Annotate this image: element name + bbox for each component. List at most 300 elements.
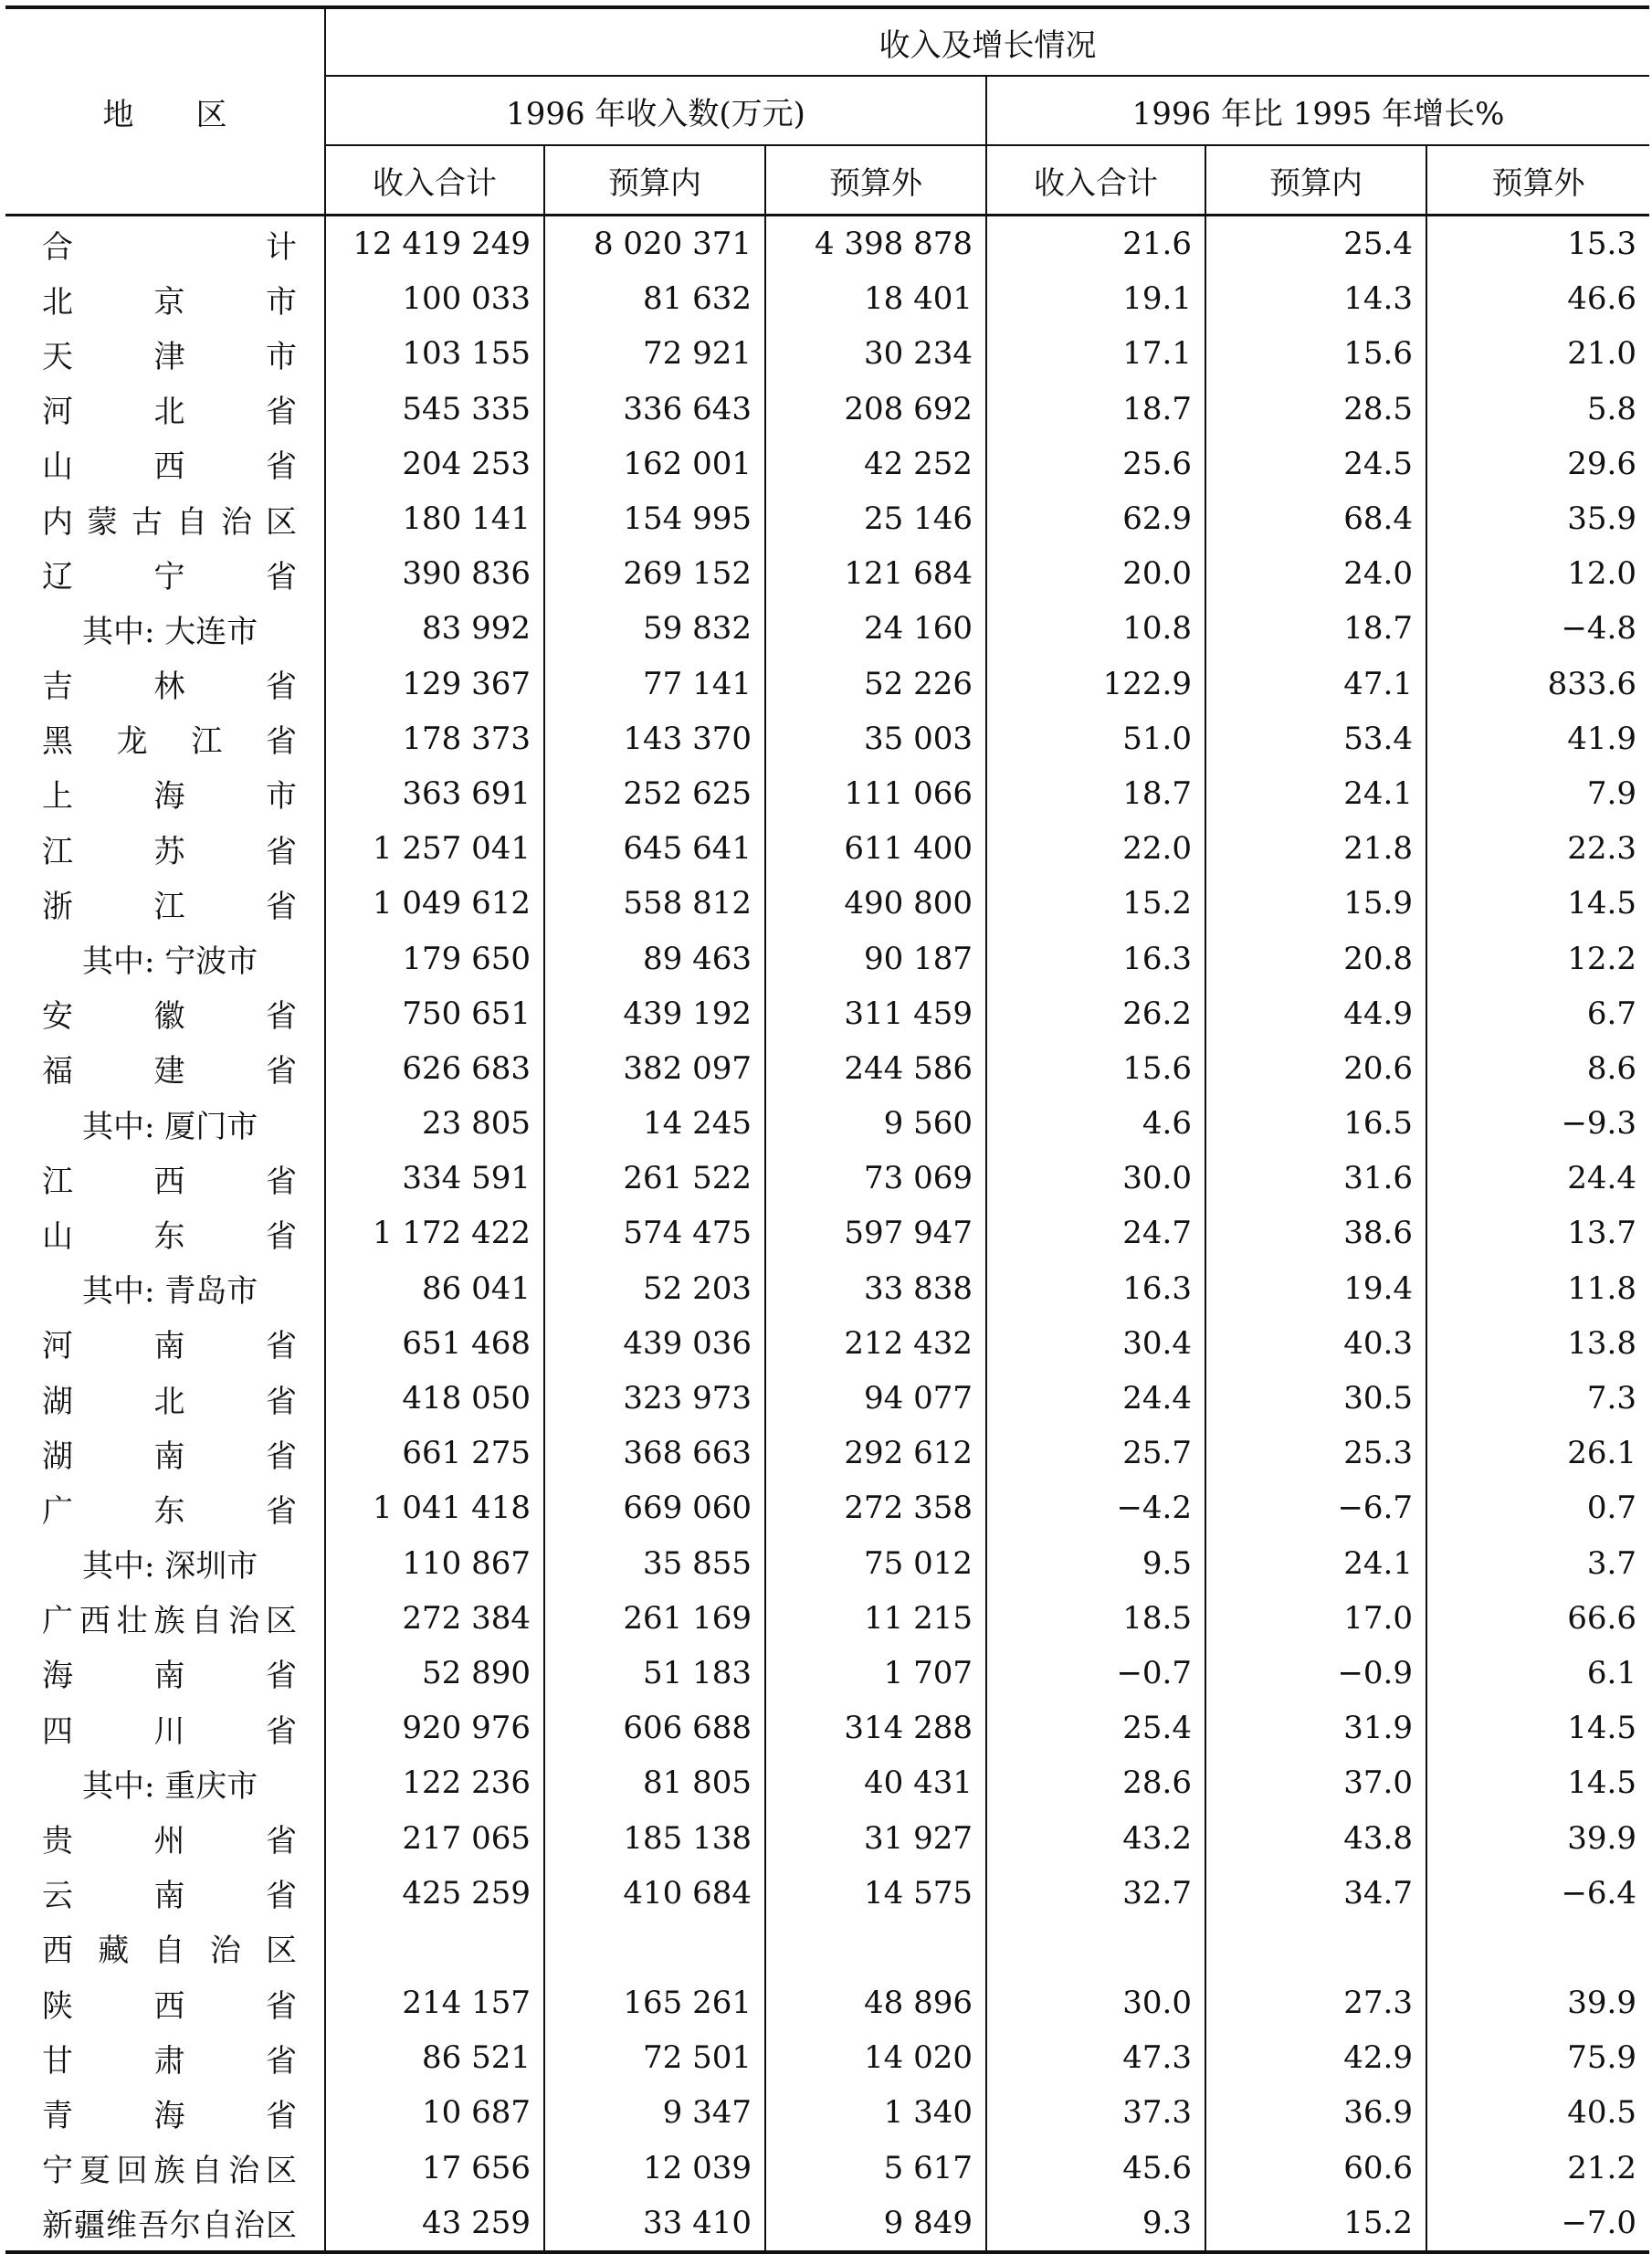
in-budget-cell: 81 632: [544, 271, 765, 326]
off-budget-cell: 111 066: [765, 766, 986, 821]
total-revenue-cell: 52 890: [325, 1646, 544, 1701]
in-budget-cell: 81 805: [544, 1755, 765, 1810]
growth-off-budget-cell: 5.8: [1426, 382, 1649, 437]
growth-total-cell: −0.7: [986, 1646, 1205, 1701]
growth-off-budget-cell: 0.7: [1426, 1480, 1649, 1535]
table-row: [5, 437, 1649, 491]
in-budget-cell: 252 625: [544, 766, 765, 821]
total-revenue-cell: 661 275: [325, 1426, 544, 1480]
table-row: [5, 821, 1649, 876]
off-budget-cell: [765, 1921, 986, 1975]
growth-in-budget-cell: 42.9: [1205, 2030, 1426, 2085]
table-row: [5, 1316, 1649, 1371]
growth-off-budget-cell: 14.5: [1426, 1701, 1649, 1755]
region-name: 海南省: [42, 1658, 297, 1695]
growth-in-budget-cell: 28.5: [1205, 382, 1426, 437]
off-budget-cell: 90 187: [765, 931, 986, 985]
region-name: 山西省: [42, 448, 297, 486]
region-name: 河南省: [42, 1328, 297, 1365]
region-name: 安徽省: [42, 998, 297, 1036]
growth-off-budget-cell: 14.5: [1426, 1755, 1649, 1810]
in-budget-cell: 59 832: [544, 601, 765, 656]
table-row: [5, 1591, 1649, 1646]
growth-off-budget-cell: −9.3: [1426, 1096, 1649, 1151]
region-name: 四川省: [42, 1712, 297, 1750]
region-name: 浙江省: [42, 888, 297, 925]
total-revenue-cell: 122 236: [325, 1755, 544, 1810]
growth-off-budget-cell: 35.9: [1426, 491, 1649, 546]
growth-in-budget-cell: 18.7: [1205, 601, 1426, 656]
total-revenue-cell: 334 591: [325, 1151, 544, 1206]
table-row: [5, 2196, 1649, 2252]
table-row: [5, 1151, 1649, 1206]
off-budget-cell: 244 586: [765, 1041, 986, 1096]
growth-total-cell: 62.9: [986, 491, 1205, 546]
growth-total-cell: 30.0: [986, 1975, 1205, 2030]
in-budget-cell: 185 138: [544, 1810, 765, 1865]
off-budget-cell: 121 684: [765, 546, 986, 601]
region-name: 江苏省: [42, 833, 297, 870]
region-name: 宁夏回族自治区: [42, 2153, 297, 2190]
off-budget-cell: 9 849: [765, 2196, 986, 2252]
off-budget-cell: 48 896: [765, 1975, 986, 2030]
growth-in-budget-cell: 27.3: [1205, 1975, 1426, 2030]
off-budget-cell: 40 431: [765, 1755, 986, 1810]
growth-total-cell: 9.3: [986, 2196, 1205, 2252]
table-row: [5, 711, 1649, 766]
in-budget-cell: 8 020 371: [544, 216, 765, 272]
growth-total-cell: 37.3: [986, 2085, 1205, 2140]
growth-in-budget-cell: 15.9: [1205, 876, 1426, 931]
total-revenue-cell: 204 253: [325, 437, 544, 491]
region-column-header: 地 区: [5, 7, 325, 216]
in-budget-cell: 261 522: [544, 1151, 765, 1206]
region-name: 天津市: [42, 338, 297, 375]
in-budget-cell: 261 169: [544, 1591, 765, 1646]
growth-in-budget-cell: 20.8: [1205, 931, 1426, 985]
in-budget-cell: 382 097: [544, 1041, 765, 1096]
growth-in-budget-cell: 30.5: [1205, 1371, 1426, 1426]
total-revenue-cell: 12 419 249: [325, 216, 544, 272]
growth-total-cell: 16.3: [986, 1261, 1205, 1316]
table-row: [5, 986, 1649, 1041]
region-name: 黑龙江省: [42, 723, 297, 761]
total-revenue-cell: 1 257 041: [325, 821, 544, 876]
growth-off-budget-cell: 26.1: [1426, 1426, 1649, 1480]
growth-total-cell: 47.3: [986, 2030, 1205, 2085]
region-name: 西藏自治区: [42, 1933, 297, 1970]
off-budget-cell: 4 398 878: [765, 216, 986, 272]
growth-total-cell: 30.0: [986, 1151, 1205, 1206]
growth-off-budget-cell: 6.1: [1426, 1646, 1649, 1701]
growth-total-cell: 18.7: [986, 382, 1205, 437]
growth-total-cell: 51.0: [986, 711, 1205, 766]
region-name: 云南省: [42, 1878, 297, 1915]
growth-total-cell: 28.6: [986, 1755, 1205, 1810]
table-row: [5, 601, 1649, 656]
growth-in-budget-cell: 44.9: [1205, 986, 1426, 1041]
in-budget-cell: 72 921: [544, 326, 765, 381]
total-revenue-cell: 390 836: [325, 546, 544, 601]
total-revenue-cell: 129 367: [325, 657, 544, 711]
growth-off-budget-cell: 24.4: [1426, 1151, 1649, 1206]
growth-total-cell: 25.6: [986, 437, 1205, 491]
table-row: [5, 657, 1649, 711]
growth-off-budget-cell: 21.0: [1426, 326, 1649, 381]
col-header-growth-off-budget: 预算外: [1426, 145, 1649, 216]
total-revenue-cell: 178 373: [325, 711, 544, 766]
off-budget-cell: 18 401: [765, 271, 986, 326]
main-header: 收入及增长情况: [325, 7, 1649, 76]
growth-off-budget-cell: 21.2: [1426, 2141, 1649, 2196]
total-revenue-cell: 750 651: [325, 986, 544, 1041]
growth-in-budget-cell: 24.1: [1205, 1536, 1426, 1591]
growth-off-budget-cell: −4.8: [1426, 601, 1649, 656]
off-budget-cell: 5 617: [765, 2141, 986, 2196]
total-revenue-cell: 1 041 418: [325, 1480, 544, 1535]
region-name: 其中: 重庆市: [82, 1767, 258, 1805]
growth-total-cell: 43.2: [986, 1810, 1205, 1865]
growth-in-budget-cell: 43.8: [1205, 1810, 1426, 1865]
table-row: [5, 1975, 1649, 2030]
region-name: 广西壮族自治区: [42, 1603, 297, 1640]
region-name: 新疆维吾尔自治区: [42, 2207, 297, 2245]
table-header: [5, 7, 1649, 216]
in-budget-cell: 439 036: [544, 1316, 765, 1371]
growth-off-budget-cell: 11.8: [1426, 1261, 1649, 1316]
off-budget-cell: 35 003: [765, 711, 986, 766]
growth-in-budget-cell: 31.9: [1205, 1701, 1426, 1755]
growth-total-cell: 24.4: [986, 1371, 1205, 1426]
growth-total-cell: 30.4: [986, 1316, 1205, 1371]
growth-in-budget-cell: 47.1: [1205, 657, 1426, 711]
col-header-total: 收入合计: [325, 145, 544, 216]
growth-total-cell: −4.2: [986, 1480, 1205, 1535]
growth-total-cell: 26.2: [986, 986, 1205, 1041]
off-budget-cell: 52 226: [765, 657, 986, 711]
region-name: 山东省: [42, 1217, 297, 1255]
total-revenue-cell: 17 656: [325, 2141, 544, 2196]
region-name: 陕西省: [42, 1987, 297, 2025]
in-budget-cell: 33 410: [544, 2196, 765, 2252]
growth-off-budget-cell: 29.6: [1426, 437, 1649, 491]
table-row: [5, 1646, 1649, 1701]
off-budget-cell: 73 069: [765, 1151, 986, 1206]
table-body: [5, 216, 1649, 2252]
growth-off-budget-cell: 7.3: [1426, 1371, 1649, 1426]
growth-in-budget-cell: 15.2: [1205, 2196, 1426, 2252]
growth-off-budget-cell: 7.9: [1426, 766, 1649, 821]
total-revenue-cell: 272 384: [325, 1591, 544, 1646]
off-budget-cell: 30 234: [765, 326, 986, 381]
table-row: [5, 1536, 1649, 1591]
off-budget-cell: 9 560: [765, 1096, 986, 1151]
growth-in-budget-cell: 14.3: [1205, 271, 1426, 326]
growth-total-cell: 122.9: [986, 657, 1205, 711]
total-revenue-cell: 1 172 422: [325, 1206, 544, 1260]
in-budget-cell: 558 812: [544, 876, 765, 931]
table-row: [5, 1921, 1649, 1975]
off-budget-cell: 25 146: [765, 491, 986, 546]
off-budget-cell: 311 459: [765, 986, 986, 1041]
growth-off-budget-cell: 40.5: [1426, 2085, 1649, 2140]
total-revenue-cell: 920 976: [325, 1701, 544, 1755]
in-budget-cell: [544, 1921, 765, 1975]
total-revenue-cell: 1 049 612: [325, 876, 544, 931]
total-revenue-cell: [325, 1921, 544, 1975]
in-budget-cell: 51 183: [544, 1646, 765, 1701]
in-budget-cell: 14 245: [544, 1096, 765, 1151]
table-row: [5, 491, 1649, 546]
growth-off-budget-cell: 75.9: [1426, 2030, 1649, 2085]
off-budget-cell: 292 612: [765, 1426, 986, 1480]
growth-in-budget-cell: 15.6: [1205, 326, 1426, 381]
region-name: 吉林省: [42, 669, 297, 706]
growth-off-budget-cell: 12.0: [1426, 546, 1649, 601]
table-row: [5, 1701, 1649, 1755]
growth-in-budget-cell: [1205, 1921, 1426, 1975]
region-name: 上海市: [42, 778, 297, 816]
region-name: 福建省: [42, 1053, 297, 1090]
in-budget-cell: 162 001: [544, 437, 765, 491]
total-revenue-cell: 418 050: [325, 1371, 544, 1426]
growth-total-cell: 15.2: [986, 876, 1205, 931]
region-name: 广东省: [42, 1492, 297, 1530]
growth-total-cell: 22.0: [986, 821, 1205, 876]
growth-total-cell: [986, 1921, 1205, 1975]
off-budget-cell: 31 927: [765, 1810, 986, 1865]
growth-in-budget-cell: −0.9: [1205, 1646, 1426, 1701]
total-revenue-cell: 23 805: [325, 1096, 544, 1151]
growth-off-budget-cell: 14.5: [1426, 876, 1649, 931]
in-budget-cell: 269 152: [544, 546, 765, 601]
growth-total-cell: 25.7: [986, 1426, 1205, 1480]
region-name: 江西省: [42, 1163, 297, 1200]
off-budget-cell: 42 252: [765, 437, 986, 491]
total-revenue-cell: 363 691: [325, 766, 544, 821]
in-budget-cell: 77 141: [544, 657, 765, 711]
growth-off-budget-cell: 15.3: [1426, 216, 1649, 272]
region-name: 河北省: [42, 394, 297, 431]
total-revenue-cell: 217 065: [325, 1810, 544, 1865]
in-budget-cell: 52 203: [544, 1261, 765, 1316]
growth-in-budget-cell: 16.5: [1205, 1096, 1426, 1151]
region-name: 甘肃省: [42, 2042, 297, 2080]
growth-in-budget-cell: 38.6: [1205, 1206, 1426, 1260]
growth-off-budget-cell: 8.6: [1426, 1041, 1649, 1096]
revenue-table: [5, 5, 1649, 2254]
region-name: 北京市: [42, 283, 297, 321]
table-row: [5, 1096, 1649, 1151]
table-row: [5, 2085, 1649, 2140]
growth-in-budget-cell: 40.3: [1205, 1316, 1426, 1371]
region-name: 湖北省: [42, 1383, 297, 1420]
growth-off-budget-cell: −6.4: [1426, 1866, 1649, 1921]
growth-off-budget-cell: 39.9: [1426, 1810, 1649, 1865]
off-budget-cell: 490 800: [765, 876, 986, 931]
growth-off-budget-cell: 13.8: [1426, 1316, 1649, 1371]
growth-in-budget-cell: 19.4: [1205, 1261, 1426, 1316]
table-row: [5, 1480, 1649, 1535]
total-revenue-cell: 100 033: [325, 271, 544, 326]
growth-in-budget-cell: 68.4: [1205, 491, 1426, 546]
region-name: 其中: 大连市: [82, 613, 258, 650]
total-revenue-cell: 180 141: [325, 491, 544, 546]
growth-in-budget-cell: 24.0: [1205, 546, 1426, 601]
off-budget-cell: 24 160: [765, 601, 986, 656]
total-revenue-cell: 110 867: [325, 1536, 544, 1591]
growth-off-budget-cell: 6.7: [1426, 986, 1649, 1041]
growth-off-budget-cell: 66.6: [1426, 1591, 1649, 1646]
growth-total-cell: 4.6: [986, 1096, 1205, 1151]
col-header-growth-in-budget: 预算内: [1205, 145, 1426, 216]
growth-in-budget-cell: 37.0: [1205, 1755, 1426, 1810]
total-revenue-cell: 86 041: [325, 1261, 544, 1316]
growth-off-budget-cell: 3.7: [1426, 1536, 1649, 1591]
growth-total-cell: 25.4: [986, 1701, 1205, 1755]
growth-total-cell: 45.6: [986, 2141, 1205, 2196]
growth-off-budget-cell: 41.9: [1426, 711, 1649, 766]
table-row: [5, 1041, 1649, 1096]
table-row: [5, 271, 1649, 326]
in-budget-cell: 9 347: [544, 2085, 765, 2140]
in-budget-cell: 323 973: [544, 1371, 765, 1426]
region-name: 内蒙古自治区: [42, 503, 297, 541]
in-budget-cell: 35 855: [544, 1536, 765, 1591]
growth-in-budget-cell: 53.4: [1205, 711, 1426, 766]
total-revenue-cell: 83 992: [325, 601, 544, 656]
table-row: [5, 1206, 1649, 1260]
growth-off-budget-cell: 13.7: [1426, 1206, 1649, 1260]
growth-in-budget-cell: 34.7: [1205, 1866, 1426, 1921]
in-budget-cell: 574 475: [544, 1206, 765, 1260]
off-budget-cell: 597 947: [765, 1206, 986, 1260]
growth-total-cell: 32.7: [986, 1866, 1205, 1921]
region-name: 贵州省: [42, 1823, 297, 1860]
col-header-in-budget: 预算内: [544, 145, 765, 216]
region-name: 其中: 厦门市: [82, 1108, 258, 1145]
in-budget-cell: 645 641: [544, 821, 765, 876]
table-row: [5, 1755, 1649, 1810]
off-budget-cell: 14 020: [765, 2030, 986, 2085]
total-revenue-cell: 626 683: [325, 1041, 544, 1096]
table-row: [5, 766, 1649, 821]
region-name: 青海省: [42, 2097, 297, 2134]
table-row: [5, 1426, 1649, 1480]
growth-in-budget-cell: 60.6: [1205, 2141, 1426, 2196]
growth-total-cell: 15.6: [986, 1041, 1205, 1096]
in-budget-cell: 154 995: [544, 491, 765, 546]
in-budget-cell: 165 261: [544, 1975, 765, 2030]
table-row: [5, 1261, 1649, 1316]
off-budget-cell: 1 707: [765, 1646, 986, 1701]
growth-off-budget-cell: [1426, 1921, 1649, 1975]
region-name: 其中: 深圳市: [82, 1548, 258, 1585]
growth-total-cell: 9.5: [986, 1536, 1205, 1591]
table-row: [5, 2141, 1649, 2196]
in-budget-cell: 439 192: [544, 986, 765, 1041]
growth-in-budget-cell: 17.0: [1205, 1591, 1426, 1646]
col-header-off-budget: 预算外: [765, 145, 986, 216]
total-revenue-cell: 651 468: [325, 1316, 544, 1371]
growth-in-budget-cell: −6.7: [1205, 1480, 1426, 1535]
growth-in-budget-cell: 20.6: [1205, 1041, 1426, 1096]
region-name: 合 计: [42, 228, 297, 266]
off-budget-cell: 272 358: [765, 1480, 986, 1535]
growth-total-cell: 17.1: [986, 326, 1205, 381]
in-budget-cell: 606 688: [544, 1701, 765, 1755]
in-budget-cell: 12 039: [544, 2141, 765, 2196]
growth-total-cell: 19.1: [986, 271, 1205, 326]
growth-total-cell: 16.3: [986, 931, 1205, 985]
amount-group-header: 1996 年收入数(万元): [325, 76, 986, 145]
table-row: [5, 382, 1649, 437]
total-revenue-cell: 425 259: [325, 1866, 544, 1921]
off-budget-cell: 1 340: [765, 2085, 986, 2140]
region-name: 辽宁省: [42, 558, 297, 595]
total-revenue-cell: 10 687: [325, 2085, 544, 2140]
growth-in-budget-cell: 25.4: [1205, 216, 1426, 272]
growth-in-budget-cell: 25.3: [1205, 1426, 1426, 1480]
total-revenue-cell: 179 650: [325, 931, 544, 985]
table-row: [5, 931, 1649, 985]
region-name: 其中: 青岛市: [82, 1273, 258, 1311]
total-revenue-cell: 86 521: [325, 2030, 544, 2085]
growth-off-budget-cell: 833.6: [1426, 657, 1649, 711]
off-budget-cell: 314 288: [765, 1701, 986, 1755]
growth-in-budget-cell: 24.5: [1205, 437, 1426, 491]
region-name: 湖南省: [42, 1438, 297, 1475]
growth-total-cell: 18.5: [986, 1591, 1205, 1646]
in-budget-cell: 143 370: [544, 711, 765, 766]
total-revenue-cell: 214 157: [325, 1975, 544, 2030]
off-budget-cell: 212 432: [765, 1316, 986, 1371]
in-budget-cell: 336 643: [544, 382, 765, 437]
off-budget-cell: 611 400: [765, 821, 986, 876]
off-budget-cell: 11 215: [765, 1591, 986, 1646]
growth-in-budget-cell: 21.8: [1205, 821, 1426, 876]
growth-off-budget-cell: 46.6: [1426, 271, 1649, 326]
growth-in-budget-cell: 36.9: [1205, 2085, 1426, 2140]
table-row: [5, 1371, 1649, 1426]
table-row: [5, 1866, 1649, 1921]
table-row: [5, 1810, 1649, 1865]
growth-total-cell: 10.8: [986, 601, 1205, 656]
in-budget-cell: 89 463: [544, 931, 765, 985]
total-revenue-cell: 43 259: [325, 2196, 544, 2252]
growth-total-cell: 21.6: [986, 216, 1205, 272]
growth-off-budget-cell: 39.9: [1426, 1975, 1649, 2030]
growth-off-budget-cell: −7.0: [1426, 2196, 1649, 2252]
growth-off-budget-cell: 12.2: [1426, 931, 1649, 985]
off-budget-cell: 14 575: [765, 1866, 986, 1921]
col-header-growth-total: 收入合计: [986, 145, 1205, 216]
off-budget-cell: 75 012: [765, 1536, 986, 1591]
growth-off-budget-cell: 22.3: [1426, 821, 1649, 876]
table-row: [5, 326, 1649, 381]
growth-total-cell: 18.7: [986, 766, 1205, 821]
growth-in-budget-cell: 31.6: [1205, 1151, 1426, 1206]
in-budget-cell: 368 663: [544, 1426, 765, 1480]
table-row: [5, 546, 1649, 601]
off-budget-cell: 208 692: [765, 382, 986, 437]
growth-total-cell: 20.0: [986, 546, 1205, 601]
off-budget-cell: 94 077: [765, 1371, 986, 1426]
table-row: [5, 876, 1649, 931]
table-row: [5, 2030, 1649, 2085]
growth-total-cell: 24.7: [986, 1206, 1205, 1260]
in-budget-cell: 72 501: [544, 2030, 765, 2085]
